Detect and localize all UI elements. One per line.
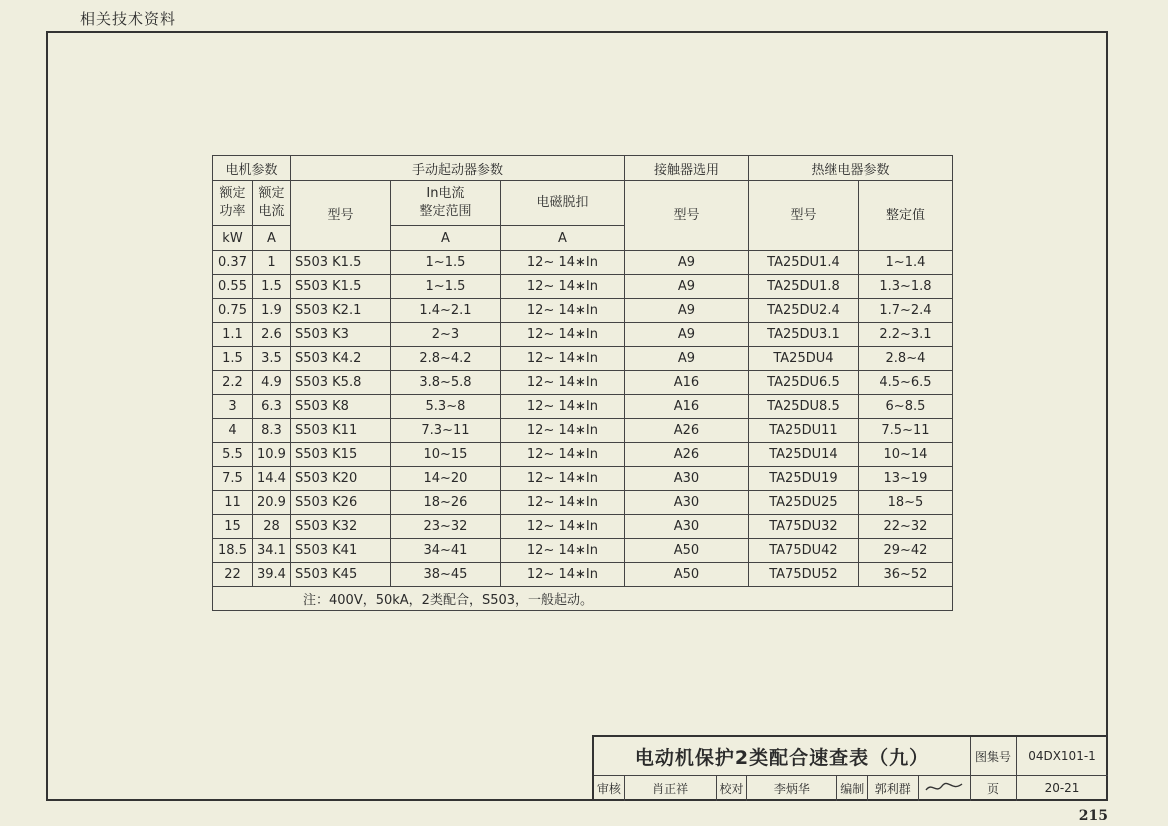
cell-model: S503 K11	[290, 419, 390, 443]
drafter-signature	[919, 775, 970, 801]
table-row	[213, 395, 953, 419]
cell-relay: TA25DU25	[748, 491, 858, 515]
cell-relay: TA75DU42	[748, 539, 858, 563]
cell-setting: 7.5~11	[858, 419, 952, 443]
cell-kw: 0.37	[213, 251, 253, 275]
unit-kw: kW	[213, 226, 253, 251]
cell-trip: 12~ 14∗In	[500, 491, 624, 515]
cell-relay: TA25DU4	[748, 347, 858, 371]
cell-setting: 36~52	[858, 563, 952, 587]
table-body	[213, 251, 953, 587]
checker-name: 李炳华	[747, 775, 837, 801]
in-range-header: In电流 整定范围	[390, 181, 500, 226]
magnetic-trip-header: 电磁脱扣	[500, 181, 624, 226]
page-value: 20-21	[1044, 781, 1080, 795]
cell-setting: 6~8.5	[858, 395, 952, 419]
cell-contactor: A30	[624, 515, 748, 539]
cell-a: 1.5	[253, 275, 291, 299]
cell-range: 10~15	[390, 443, 500, 467]
drawing-title: 电动机保护2类配合速查表（九）	[594, 737, 971, 776]
cell-range: 18~26	[390, 491, 500, 515]
cell-a: 39.4	[253, 563, 291, 587]
table-row	[213, 371, 953, 395]
table-row	[213, 515, 953, 539]
cell-setting: 1.3~1.8	[858, 275, 952, 299]
cell-contactor: A9	[624, 275, 748, 299]
cell-a: 34.1	[253, 539, 291, 563]
cell-range: 34~41	[390, 539, 500, 563]
cell-contactor: A16	[624, 395, 748, 419]
cell-kw: 0.55	[213, 275, 253, 299]
page-number: 215	[1078, 808, 1108, 824]
cell-relay: TA25DU1.8	[748, 275, 858, 299]
cell-trip: 12~ 14∗In	[500, 299, 624, 323]
signature-scribble-icon	[924, 780, 964, 796]
cell-range: 1~1.5	[390, 251, 500, 275]
cell-contactor: A16	[624, 371, 748, 395]
cell-range: 3.8~5.8	[390, 371, 500, 395]
cell-model: S503 K45	[290, 563, 390, 587]
cell-setting: 1.7~2.4	[858, 299, 952, 323]
table-row	[213, 347, 953, 371]
cell-trip: 12~ 14∗In	[500, 395, 624, 419]
starter-model-header: 型号	[290, 181, 390, 251]
cell-range: 1~1.5	[390, 275, 500, 299]
cell-kw: 7.5	[213, 467, 253, 491]
cell-kw: 5.5	[213, 443, 253, 467]
cell-range: 7.3~11	[390, 419, 500, 443]
cell-trip: 12~ 14∗In	[500, 419, 624, 443]
cell-a: 1	[253, 251, 291, 275]
unit-a: A	[253, 226, 291, 251]
cell-trip: 12~ 14∗In	[500, 515, 624, 539]
cell-kw: 22	[213, 563, 253, 587]
cell-a: 28	[253, 515, 291, 539]
cell-model: S503 K1.5	[290, 275, 390, 299]
quick-reference-table	[212, 155, 953, 611]
table-row	[213, 299, 953, 323]
title-block	[592, 735, 1108, 801]
cell-setting: 2.2~3.1	[858, 323, 952, 347]
page-label: 页	[970, 775, 1017, 801]
cell-setting: 1~1.4	[858, 251, 952, 275]
cell-model: S503 K3	[290, 323, 390, 347]
cell-model: S503 K32	[290, 515, 390, 539]
cell-model: S503 K20	[290, 467, 390, 491]
cell-relay: TA25DU11	[748, 419, 858, 443]
cell-model: S503 K41	[290, 539, 390, 563]
cell-contactor: A50	[624, 539, 748, 563]
cell-a: 1.9	[253, 299, 291, 323]
cell-trip: 12~ 14∗In	[500, 467, 624, 491]
table-row	[213, 563, 953, 587]
cell-model: S503 K5.8	[290, 371, 390, 395]
table-row	[213, 419, 953, 443]
cell-kw: 1.5	[213, 347, 253, 371]
cell-contactor: A9	[624, 299, 748, 323]
table-note: 注：400V，50kA，2类配合，S503，一般起动。	[213, 587, 953, 611]
reviewer-name: 肖正祥	[625, 775, 717, 801]
cell-trip: 12~ 14∗In	[500, 443, 624, 467]
rated-power-header: 额定 功率	[213, 181, 253, 226]
cell-relay: TA25DU19	[748, 467, 858, 491]
cell-a: 2.6	[253, 323, 291, 347]
cell-kw: 18.5	[213, 539, 253, 563]
contactor-header: 接触器选用	[624, 156, 748, 181]
cell-a: 20.9	[253, 491, 291, 515]
cell-a: 3.5	[253, 347, 291, 371]
contactor-model-header: 型号	[624, 181, 748, 251]
cell-a: 6.3	[253, 395, 291, 419]
reviewer-label: 审核	[594, 775, 625, 801]
cell-relay: TA25DU6.5	[748, 371, 858, 395]
cell-setting: 2.8~4	[858, 347, 952, 371]
cell-contactor: A30	[624, 467, 748, 491]
cell-trip: 12~ 14∗In	[500, 323, 624, 347]
cell-kw: 2.2	[213, 371, 253, 395]
cell-range: 2.8~4.2	[390, 347, 500, 371]
cell-model: S503 K26	[290, 491, 390, 515]
cell-model: S503 K4.2	[290, 347, 390, 371]
signature-row	[594, 775, 971, 801]
cell-setting: 13~19	[858, 467, 952, 491]
cell-contactor: A9	[624, 251, 748, 275]
cell-a: 4.9	[253, 371, 291, 395]
relay-setting-header: 整定值	[858, 181, 952, 251]
cell-trip: 12~ 14∗In	[500, 539, 624, 563]
cell-setting: 22~32	[858, 515, 952, 539]
cell-trip: 12~ 14∗In	[500, 347, 624, 371]
cell-contactor: A9	[624, 323, 748, 347]
atlas-number-label: 图集号	[970, 737, 1017, 776]
cell-range: 1.4~2.1	[390, 299, 500, 323]
cell-model: S503 K2.1	[290, 299, 390, 323]
cell-a: 8.3	[253, 419, 291, 443]
cell-trip: 12~ 14∗In	[500, 563, 624, 587]
cell-kw: 11	[213, 491, 253, 515]
cell-contactor: A30	[624, 491, 748, 515]
checker-label: 校对	[717, 775, 748, 801]
cell-relay: TA25DU1.4	[748, 251, 858, 275]
cell-setting: 18~5	[858, 491, 952, 515]
cell-relay: TA25DU2.4	[748, 299, 858, 323]
cell-trip: 12~ 14∗In	[500, 251, 624, 275]
unit-in-range: A	[390, 226, 500, 251]
table-row	[213, 467, 953, 491]
cell-trip: 12~ 14∗In	[500, 371, 624, 395]
cell-contactor: A26	[624, 419, 748, 443]
cell-range: 2~3	[390, 323, 500, 347]
cell-range: 23~32	[390, 515, 500, 539]
table-row	[213, 251, 953, 275]
cell-trip: 12~ 14∗In	[500, 275, 624, 299]
cell-kw: 15	[213, 515, 253, 539]
table-row	[213, 323, 953, 347]
thermal-relay-header: 热继电器参数	[748, 156, 952, 181]
cell-model: S503 K1.5	[290, 251, 390, 275]
table-row	[213, 491, 953, 515]
drafter-name: 郭利群	[868, 775, 918, 801]
cell-relay: TA25DU8.5	[748, 395, 858, 419]
table-row	[213, 275, 953, 299]
cell-range: 38~45	[390, 563, 500, 587]
cell-setting: 29~42	[858, 539, 952, 563]
cell-model: S503 K15	[290, 443, 390, 467]
cell-relay: TA75DU52	[748, 563, 858, 587]
starter-params-header: 手动起动器参数	[290, 156, 624, 181]
drafter-label: 编制	[837, 775, 868, 801]
cell-setting: 10~14	[858, 443, 952, 467]
rated-current-header: 额定 电流	[253, 181, 291, 226]
cell-range: 5.3~8	[390, 395, 500, 419]
cell-contactor: A9	[624, 347, 748, 371]
cell-relay: TA25DU3.1	[748, 323, 858, 347]
cell-a: 10.9	[253, 443, 291, 467]
cell-kw: 0.75	[213, 299, 253, 323]
cell-range: 14~20	[390, 467, 500, 491]
cell-a: 14.4	[253, 467, 291, 491]
relay-model-header: 型号	[748, 181, 858, 251]
table-row	[213, 443, 953, 467]
cell-relay: TA25DU14	[748, 443, 858, 467]
page-header-label: 相关技术资料	[80, 10, 177, 28]
cell-relay: TA75DU32	[748, 515, 858, 539]
unit-magnetic-trip: A	[500, 226, 624, 251]
table-row	[213, 539, 953, 563]
cell-setting: 4.5~6.5	[858, 371, 952, 395]
cell-kw: 1.1	[213, 323, 253, 347]
motor-params-header: 电机参数	[213, 156, 291, 181]
cell-kw: 4	[213, 419, 253, 443]
cell-contactor: A50	[624, 563, 748, 587]
cell-contactor: A26	[624, 443, 748, 467]
cell-model: S503 K8	[290, 395, 390, 419]
atlas-number-value: 04DX101-1	[1016, 737, 1108, 776]
cell-kw: 3	[213, 395, 253, 419]
